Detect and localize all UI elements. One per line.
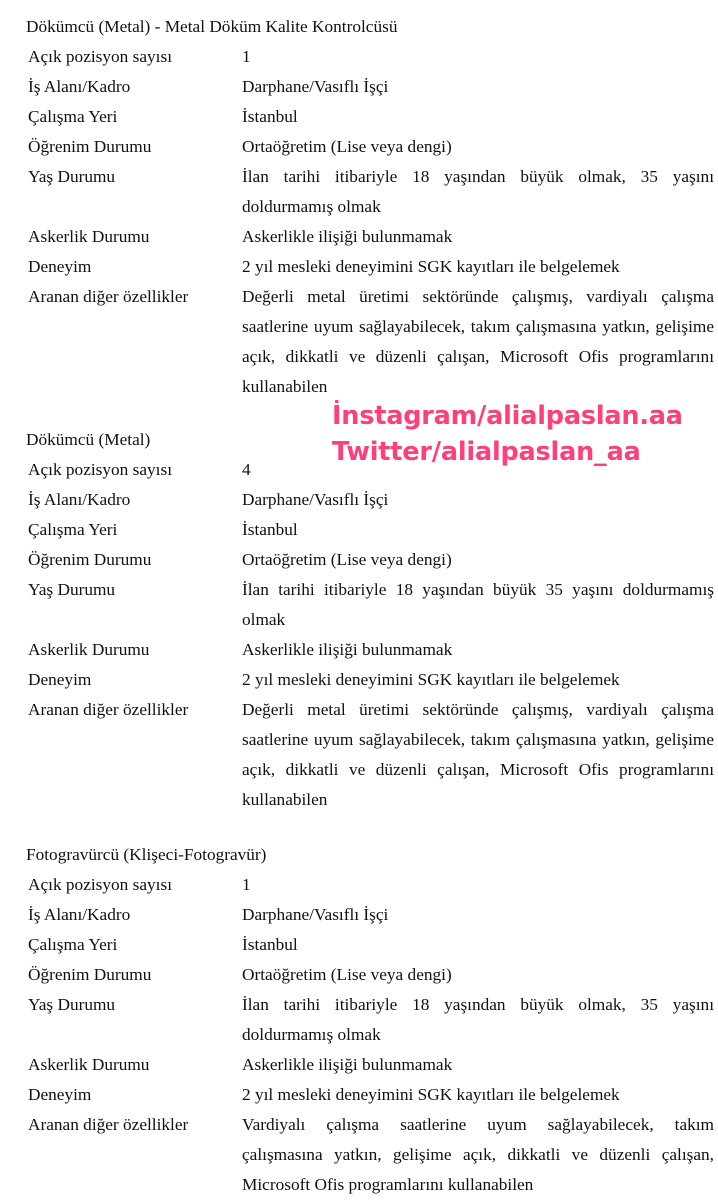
row-value: Ortaöğretim (Lise veya dengi)	[242, 550, 452, 569]
row-age	[26, 990, 716, 1050]
row-label: Yaş Durumu	[28, 995, 116, 1014]
row-value: Askerlikle ilişiği bulunmamak	[242, 1055, 453, 1074]
watermark-instagram: İnstagram/alialpaslan.aa	[332, 401, 683, 431]
row-value: İstanbul	[242, 107, 298, 126]
watermark-twitter: Twitter/alialpaslan_aa	[332, 437, 641, 467]
row-label: Yaş Durumu	[28, 167, 116, 186]
row-label: İş Alanı/Kadro	[28, 905, 131, 924]
row-label: Deneyim	[28, 670, 92, 689]
row-experience	[26, 665, 716, 695]
row-label: Aranan diğer özellikler	[28, 287, 189, 306]
row-value: 2 yıl mesleki deneyimini SGK kayıtları ile belgelemek	[242, 257, 620, 276]
row-value: İlan tarihi itibariyle 18 yaşından büyük olmak, 35 yaşını doldurmamış olmak	[242, 167, 714, 216]
row-value: Vardiyalı çalışma saatlerine uyum sağlayabilecek, takım çalışmasına yatkın, gelişime açık, dikkatli ve düzenli çalışan, Microsoft Ofis programlarını kullanabilen	[242, 1115, 714, 1194]
social-watermark	[332, 398, 683, 470]
row-open-positions	[26, 42, 716, 72]
row-experience	[26, 1080, 716, 1110]
row-label: Öğrenim Durumu	[28, 965, 152, 984]
row-label: Çalışma Yeri	[28, 520, 118, 539]
row-value: 2 yıl mesleki deneyimini SGK kayıtları ile belgelemek	[242, 670, 620, 689]
row-label: Öğrenim Durumu	[28, 137, 152, 156]
row-label: İş Alanı/Kadro	[28, 77, 131, 96]
row-label: Yaş Durumu	[28, 580, 116, 599]
job-listing-metal-caster	[26, 425, 716, 815]
row-work-location	[26, 930, 716, 960]
row-value: İlan tarihi itibariyle 18 yaşından büyük 35 yaşını doldurmamış olmak	[242, 580, 714, 629]
row-value: İlan tarihi itibariyle 18 yaşından büyük olmak, 35 yaşını doldurmamış olmak	[242, 995, 714, 1044]
job-listing-metal-casting-qc	[26, 12, 716, 402]
row-open-positions	[26, 870, 716, 900]
row-work-location	[26, 515, 716, 545]
row-education	[26, 960, 716, 990]
row-value: İstanbul	[242, 520, 298, 539]
row-value: Askerlikle ilişiği bulunmamak	[242, 640, 453, 659]
row-military	[26, 1050, 716, 1080]
row-age	[26, 162, 716, 222]
row-label: Açık pozisyon sayısı	[28, 460, 172, 479]
row-label: Askerlik Durumu	[28, 640, 150, 659]
row-label: Askerlik Durumu	[28, 1055, 150, 1074]
row-work-location	[26, 102, 716, 132]
row-value: Darphane/Vasıflı İşçi	[242, 490, 389, 509]
row-label: Aranan diğer özellikler	[28, 1115, 189, 1134]
row-value: Ortaöğretim (Lise veya dengi)	[242, 137, 452, 156]
row-value: Darphane/Vasıflı İşçi	[242, 905, 389, 924]
row-other-qualifications	[26, 695, 716, 815]
row-other-qualifications	[26, 282, 716, 402]
row-value: Değerli metal üretimi sektöründe çalışmış, vardiyalı çalışma saatlerine uyum sağlayabilecek, takım çalışmasına yatkın, gelişime açık, dikkatli ve düzenli çalışan, Microsoft Ofis programlarını kullanabilen	[242, 700, 714, 809]
row-work-area	[26, 72, 716, 102]
job-title: Fotogravürcü (Klişeci-Fotogravür)	[26, 845, 267, 864]
row-value: Değerli metal üretimi sektöründe çalışmış, vardiyalı çalışma saatlerine uyum sağlayabilecek, takım çalışmasına yatkın, gelişime açık, dikkatli ve düzenli çalışan, Microsoft Ofis programlarını kullanabilen	[242, 287, 714, 396]
row-label: Deneyim	[28, 1085, 92, 1104]
row-other-qualifications	[26, 1110, 716, 1200]
row-label: Çalışma Yeri	[28, 107, 118, 126]
row-experience	[26, 252, 716, 282]
row-label: Aranan diğer özellikler	[28, 700, 189, 719]
row-value: 1	[242, 875, 251, 894]
row-label: İş Alanı/Kadro	[28, 490, 131, 509]
row-value: Ortaöğretim (Lise veya dengi)	[242, 965, 452, 984]
row-label: Açık pozisyon sayısı	[28, 875, 172, 894]
row-military	[26, 635, 716, 665]
row-label: Askerlik Durumu	[28, 227, 150, 246]
row-label: Açık pozisyon sayısı	[28, 47, 172, 66]
row-education	[26, 545, 716, 575]
row-label: Çalışma Yeri	[28, 935, 118, 954]
row-value: 4	[242, 460, 251, 479]
row-work-area	[26, 900, 716, 930]
row-label: Deneyim	[28, 257, 92, 276]
row-value: 1	[242, 47, 251, 66]
job-listing-photogravure	[26, 840, 716, 1200]
row-value: İstanbul	[242, 935, 298, 954]
row-age	[26, 575, 716, 635]
row-education	[26, 132, 716, 162]
job-title: Dökümcü (Metal)	[26, 430, 151, 449]
row-value: 2 yıl mesleki deneyimini SGK kayıtları ile belgelemek	[242, 1085, 620, 1104]
row-label: Öğrenim Durumu	[28, 550, 152, 569]
row-military	[26, 222, 716, 252]
row-work-area	[26, 485, 716, 515]
row-value: Darphane/Vasıflı İşçi	[242, 77, 389, 96]
row-value: Askerlikle ilişiği bulunmamak	[242, 227, 453, 246]
job-title: Dökümcü (Metal) - Metal Döküm Kalite Kontrolcüsü	[26, 17, 398, 36]
